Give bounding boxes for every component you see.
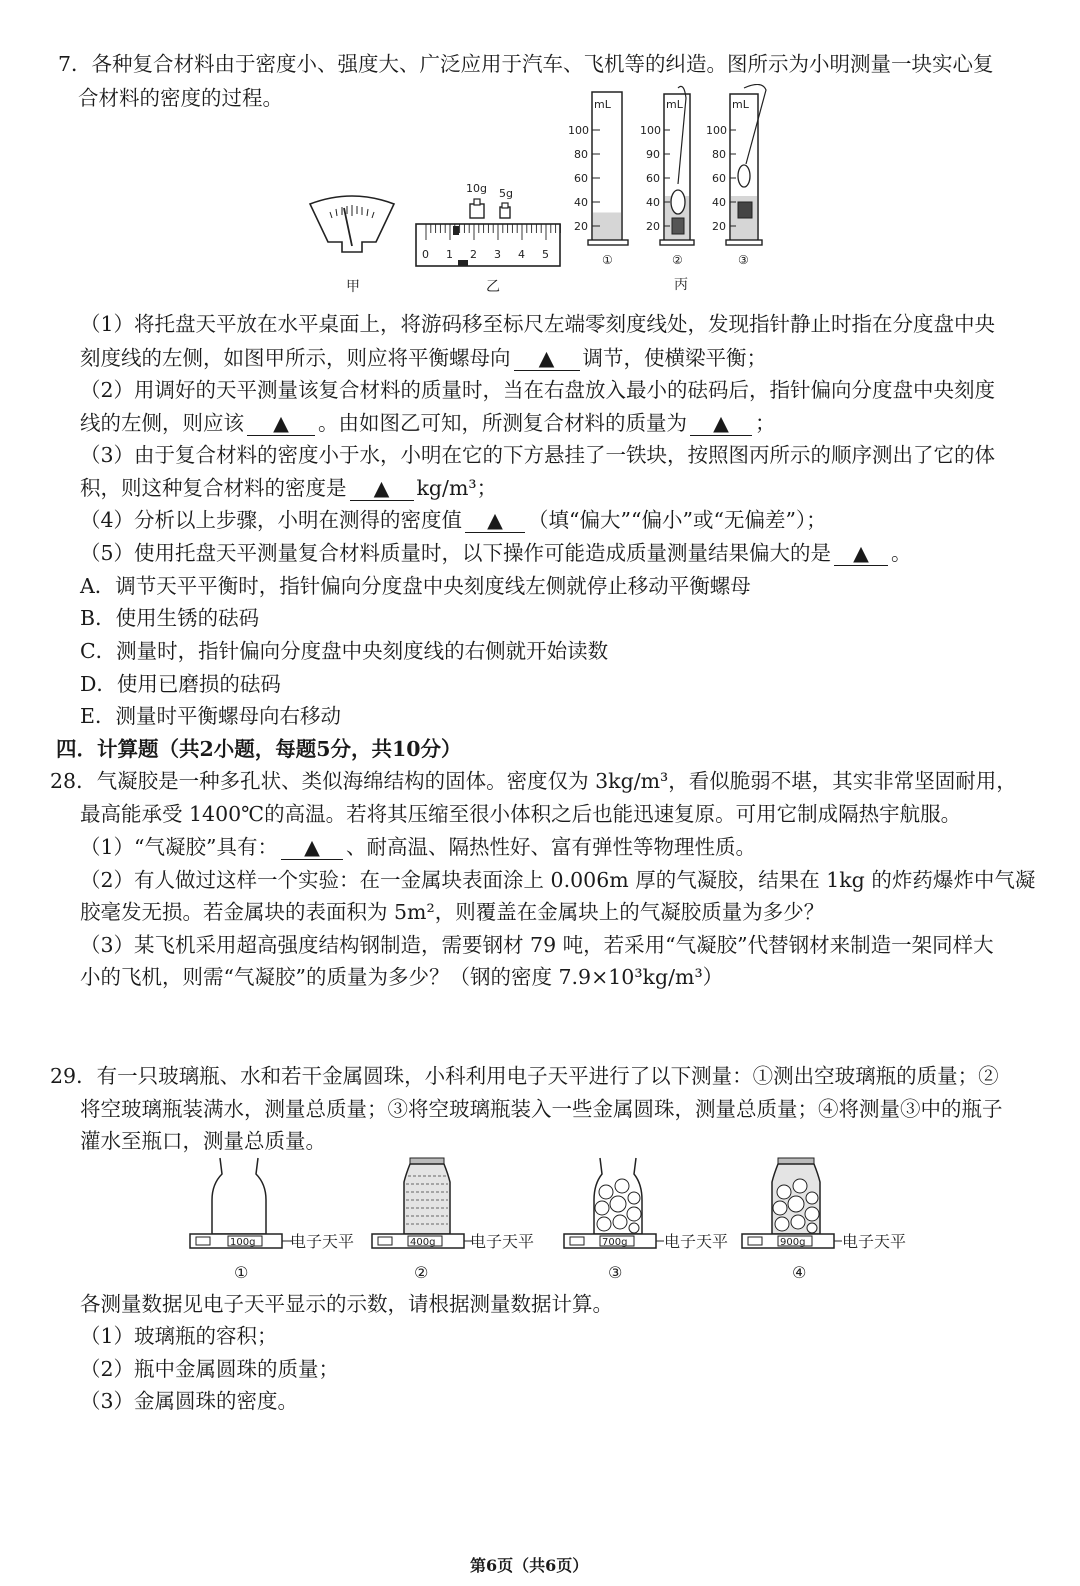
answer-blank[interactable]: ▲ bbox=[465, 508, 525, 533]
scale-3-label: 电子天平 bbox=[664, 1232, 729, 1251]
q27-part4: （4）分析以上步骤，小明在测得的密度值 ▲ （填“偏大”“偏小”或“无偏差”）； bbox=[80, 508, 827, 532]
cylinder-2-tick: 20 bbox=[646, 220, 660, 233]
cylinder-1-tick: 60 bbox=[574, 172, 588, 185]
ruler-tick-label: 3 bbox=[494, 248, 501, 261]
option-e: E．测量时平衡螺母向右移动 bbox=[80, 704, 341, 728]
option-d: D．使用已磨损的砝码 bbox=[80, 672, 281, 696]
figure-yi-caption: 乙 bbox=[486, 279, 500, 295]
page-footer: 第6页（共6页） bbox=[470, 1556, 589, 1575]
cylinder-2-unit: mL bbox=[666, 98, 683, 111]
cylinder-2-label: ② bbox=[672, 253, 683, 267]
cylinder-3-unit: mL bbox=[732, 98, 749, 111]
cylinder-3-tick: 20 bbox=[712, 220, 726, 233]
q29-line1: 29．有一只玻璃瓶、水和若干金属圆珠，小科利用电子天平进行了以下测量：①测出空玻璃瓶的质量；② bbox=[50, 1064, 999, 1088]
figure-jia-caption: 甲 bbox=[346, 279, 360, 295]
cylinder-1-tick: 20 bbox=[574, 220, 588, 233]
weight-5g-label: 5g bbox=[499, 187, 513, 200]
rider-scale-figure bbox=[412, 180, 564, 272]
balance-dial-figure bbox=[306, 190, 398, 254]
cylinder-1 bbox=[568, 92, 628, 267]
weight-5g-icon bbox=[500, 203, 510, 218]
cylinder-1-tick: 40 bbox=[574, 196, 588, 209]
scale-2-reading: 400g bbox=[410, 1237, 436, 1248]
ruler-tick-label: 1 bbox=[446, 248, 453, 261]
weight-10g-label: 10g bbox=[466, 182, 487, 195]
q28-part3-line1: （3）某飞机采用超高强度结构钢制造，需要钢材 79 吨，若采用“气凝胶”代替钢材来制造一架同样大 bbox=[80, 933, 994, 957]
option-a: A．调节天平平衡时，指针偏向分度盘中央刻度线左侧就停止移动平衡螺母 bbox=[80, 574, 751, 598]
q27-part2-line1: （2）用调好的天平测量该复合材料的质量时，当在右盘放入最小的砝码后，指针偏向分度盘中央刻度 bbox=[80, 378, 996, 402]
scale-4-index: ④ bbox=[792, 1263, 807, 1282]
answer-blank[interactable]: ▲ bbox=[247, 411, 315, 436]
cylinder-3-tick: 60 bbox=[712, 172, 726, 185]
q28-line1: 28．气凝胶是一种多孔状、类似海绵结构的固体。密度仅为 3kg/m³，看似脆弱不堪，其实非常坚固耐用， bbox=[50, 769, 1017, 793]
q28-line2: 最高能承受 1400℃的高温。若将其压缩至很小体积之后也能迅速复原。可用它制成隔热宇航服。 bbox=[80, 802, 962, 826]
q28-part2-line1: （2）有人做过这样一个实验：在一金属块表面涂上 0.006m 厚的气凝胶，结果在 1kg 的炸药爆炸中气凝 bbox=[80, 868, 1036, 892]
scale-4-label: 电子天平 bbox=[842, 1232, 907, 1251]
scale-1-label: 电子天平 bbox=[290, 1232, 355, 1251]
q27-part2-line2: 线的左侧，则应该 ▲ 。由如图乙可知，所测复合材料的质量为 ▲ ； bbox=[80, 411, 776, 435]
cylinder-3-tick: 80 bbox=[712, 148, 726, 161]
weight-10g-icon bbox=[470, 199, 484, 218]
cylinder-1-tick: 100 bbox=[568, 124, 589, 137]
section-heading: 四．计算题（共2小题，每题5分，共10分） bbox=[56, 737, 462, 761]
answer-blank[interactable]: ▲ bbox=[834, 541, 888, 566]
answer-blank[interactable]: ▲ bbox=[690, 411, 752, 436]
scale-1-reading: 100g bbox=[230, 1237, 256, 1248]
q27-part1-line1: （1）将托盘天平放在水平桌面上，将游码移至标尺左端零刻度线处，发现指针静止时指在分度盘中央 bbox=[80, 312, 996, 336]
ruler-tick-label: 4 bbox=[518, 248, 525, 261]
ruler-tick-label: 5 bbox=[542, 248, 549, 261]
q27-part3-line2: 积，则这种复合材料的密度是 ▲ kg/m³； bbox=[80, 476, 498, 500]
q28-part2-line2: 胶毫发无损。若金属块的表面积为 5m²，则覆盖在金属块上的气凝胶质量为多少？ bbox=[80, 900, 825, 924]
answer-blank[interactable]: ▲ bbox=[514, 346, 580, 371]
scale-2-label: 电子天平 bbox=[470, 1232, 535, 1251]
q28-part1: （1）“气凝胶”具有： ▲ 、耐高温、隔热性好、富有弹性等物理性质。 bbox=[80, 835, 757, 859]
scale-4 bbox=[742, 1158, 906, 1282]
q27-part3-line1: （3）由于复合材料的密度小于水，小明在它的下方悬挂了一铁块，按照图丙所示的顺序测出了它的体 bbox=[80, 443, 996, 467]
cylinder-3-tick: 40 bbox=[712, 196, 726, 209]
rider-marker bbox=[453, 226, 459, 235]
electronic-scales-figure bbox=[182, 1152, 922, 1288]
cylinder-3-tick: 100 bbox=[706, 124, 727, 137]
scale-4-reading: 900g bbox=[780, 1237, 806, 1248]
cylinder-2-tick: 100 bbox=[640, 124, 661, 137]
q29-sub3: （3）金属圆珠的密度。 bbox=[80, 1389, 299, 1413]
answer-blank[interactable]: ▲ bbox=[350, 476, 414, 501]
scale-3-index: ③ bbox=[608, 1263, 623, 1282]
scale-1-index: ① bbox=[234, 1263, 249, 1282]
q29-line3: 灌水至瓶口，测量总质量。 bbox=[80, 1129, 326, 1153]
scale-3-reading: 700g bbox=[602, 1237, 628, 1248]
cylinder-2-tick: 40 bbox=[646, 196, 660, 209]
scale-2 bbox=[372, 1158, 534, 1282]
q28-part3-line2: 小的飞机，则需“气凝胶”的质量为多少？（钢的密度 7.9×10³kg/m³） bbox=[80, 965, 724, 989]
cylinder-2-tick: 90 bbox=[646, 148, 660, 161]
cylinder-1-tick: 80 bbox=[574, 148, 588, 161]
cylinder-3-label: ③ bbox=[738, 253, 749, 267]
cylinder-1-label: ① bbox=[602, 253, 613, 267]
ruler-tick-label: 0 bbox=[422, 248, 429, 261]
scale-2-index: ② bbox=[414, 1263, 429, 1282]
q29-note: 各测量数据见电子天平显示的示数，请根据测量数据计算。 bbox=[80, 1292, 613, 1316]
cylinder-2-tick: 60 bbox=[646, 172, 660, 185]
q27-part1-line2: 刻度线的左侧，如图甲所示，则应将平衡螺母向 ▲ 调节，使横梁平衡； bbox=[80, 346, 767, 370]
answer-blank[interactable]: ▲ bbox=[281, 835, 343, 860]
q27-intro-line2: 合材料的密度的过程。 bbox=[78, 86, 283, 110]
option-c: C．测量时，指针偏向分度盘中央刻度线的右侧就开始读数 bbox=[80, 639, 609, 663]
cylinder-2 bbox=[640, 86, 694, 267]
scale-1 bbox=[190, 1158, 354, 1282]
graduated-cylinders-figure bbox=[562, 84, 792, 276]
ruler-tick-label: 2 bbox=[470, 248, 477, 261]
q29-line2: 将空玻璃瓶装满水，测量总质量；③将空玻璃瓶装入一些金属圆珠，测量总质量；④将测量③中的瓶子 bbox=[80, 1097, 1003, 1121]
figure-bing-caption: 丙 bbox=[674, 277, 688, 293]
q27-part5: （5）使用托盘天平测量复合材料质量时，以下操作可能造成质量测量结果偏大的是 ▲ 。 bbox=[80, 541, 912, 565]
cylinder-1-unit: mL bbox=[594, 98, 611, 111]
option-b: B．使用生锈的砝码 bbox=[80, 606, 260, 630]
q29-sub1: （1）玻璃瓶的容积； bbox=[80, 1324, 278, 1348]
cylinder-3 bbox=[706, 84, 766, 267]
q27-intro-line1: 7．各种复合材料由于密度小、强度大、广泛应用于汽车、飞机等的纠造。图所示为小明测量一块实心复 bbox=[58, 52, 994, 76]
q29-sub2: （2）瓶中金属圆珠的质量； bbox=[80, 1357, 340, 1381]
scale-3 bbox=[564, 1158, 728, 1282]
